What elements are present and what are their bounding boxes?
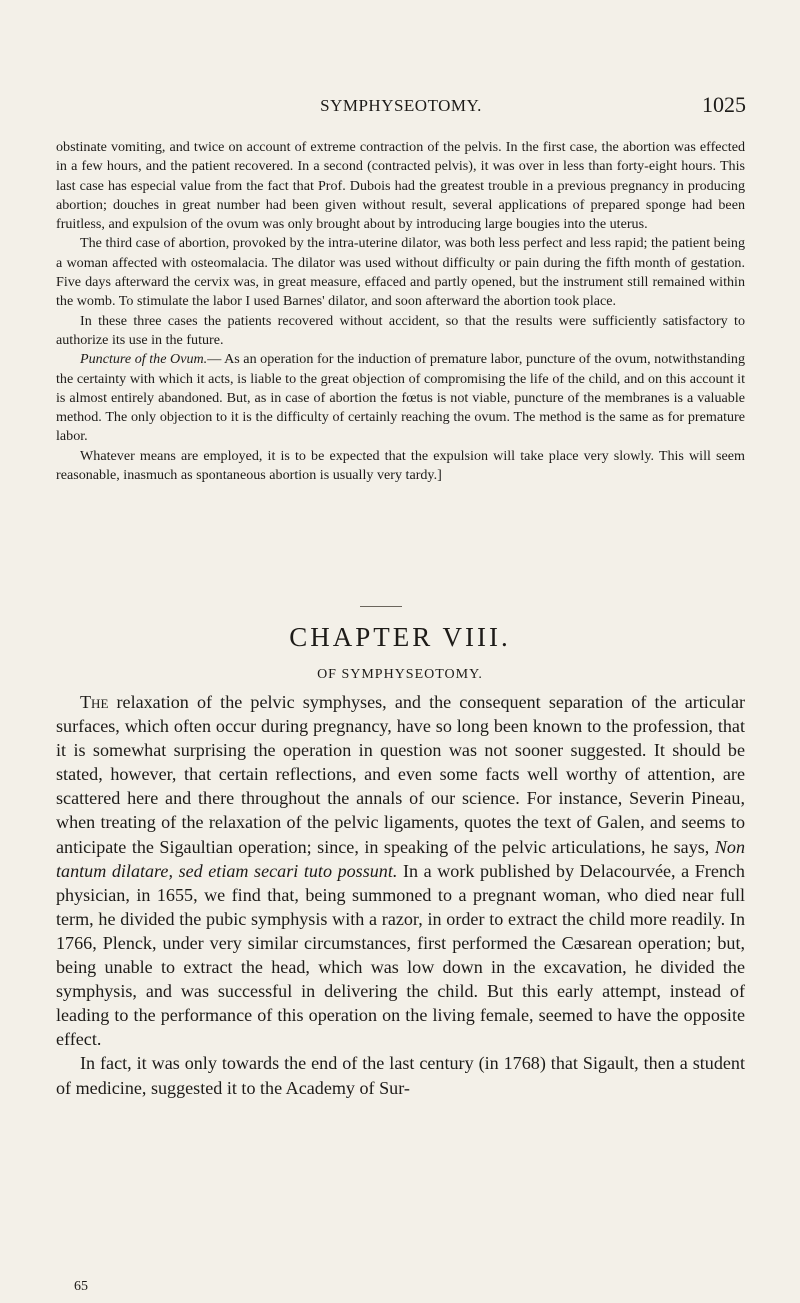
signature-mark: 65 — [74, 1279, 88, 1294]
section-divider — [360, 606, 402, 607]
small-print-section — [56, 138, 745, 485]
paragraph — [56, 690, 745, 1051]
paragraph-text: In a work published by Delacourvée, a French physician, in 1655, we find that, being summoned to a pregnant woman, who died near full term, he divided the pubic symphysis with a razor, in order to extract the child more readily. In 1766, Plenck, under very similar circumstances, first performed the Cæsarean operation; but, being unable to extract the head, which was low down in the excavation, he divided the symphysis, and was successful in delivering the child. But this early attempt, instead of leading to the performance of this operation on the living female, seemed to have the opposite effect. — [56, 860, 745, 1050]
lead-word: The — [80, 692, 109, 712]
paragraph: In fact, it was only towards the end of the last century (in 1768) that Sigault, then a student of medicine, suggested it to the Academy of Sur- — [56, 1053, 745, 1098]
paragraph: The third case of abortion, provoked by the intra-uterine dilator, was both less perfect and less rapid; the patient being a woman affected with osteomalacia. The dilator was used without difficulty or pain during the fifth month of gestation. Five days afterward the cervix was, in great measure, effaced and partly opened, but the instrument still remained within the womb. To stimulate the labor I used Barnes' dilator, and soon afterward the abortion took place. — [56, 235, 745, 310]
section-heading: Puncture of the Ovum. — [80, 351, 208, 368]
paragraph: obstinate vomiting, and twice on account of extreme contraction of the pelvis. In the first case, the abortion was effected in a few hours, and the patient recovered. In a second (contracted pelvis), it was over in less than forty-eight hours. This last case has especial value from the fact that Prof. Dubois had the greatest trouble in a previous pregnancy in producing abortion; douches in great number had been given without result, several applications of prepared sponge had been fruitless, and expulsion of the ovum was only brought about by introducing large bougies into the uterus. — [56, 139, 745, 233]
running-title: SYMPHYSEOTOMY. — [320, 96, 482, 115]
page-number: 1025 — [702, 92, 746, 117]
body-text — [56, 690, 745, 1100]
paragraph-text: relaxation of the pelvic symphyses, and the consequent separation of the articular surfaces, which often occur during pregnancy, have so long been known to the profession, that it is somewhat surprising the operation in question was not sooner suggested. It should be stated, however, that certain reflections, and even some facts well worthy of attention, are scattered here and there throughout the annals of our science. For instance, Severin Pineau, when treating of the relaxation of the pelvic ligaments, quotes the text of Galen, and seems to anticipate the Sigaultian operation; since, in speaking of the pelvic articulations, he says, — [56, 692, 745, 857]
running-head — [56, 92, 746, 122]
paragraph — [56, 350, 745, 446]
latin-quote: Non tantum dilatare, sed etiam secari tuto possunt. — [56, 836, 745, 881]
paragraph-text: — As an operation for the induction of premature labor, puncture of the ovum, notwithstanding the certainty with which it acts, is liable to the great objection of compromising the life of the child, and on this account it is almost entirely abandoned. But, as in case of abortion the fœtus is not viable, puncture of the membranes is a valuable method. The only objection to it is the difficulty of certainly reaching the ovum. The method is the same as for premature labor. — [56, 351, 745, 445]
chapter-title: CHAPTER VIII. — [289, 622, 511, 652]
paragraph: Whatever means are employed, it is to be expected that the expulsion will take place very slowly. This will seem reasonable, inasmuch as spontaneous abortion is usually very tardy.] — [56, 447, 745, 484]
chapter-subtitle: OF SYMPHYSEOTOMY. — [317, 667, 483, 682]
paragraph: In these three cases the patients recovered without accident, so that the results were sufficiently satisfactory to authorize its use in the future. — [56, 312, 745, 348]
